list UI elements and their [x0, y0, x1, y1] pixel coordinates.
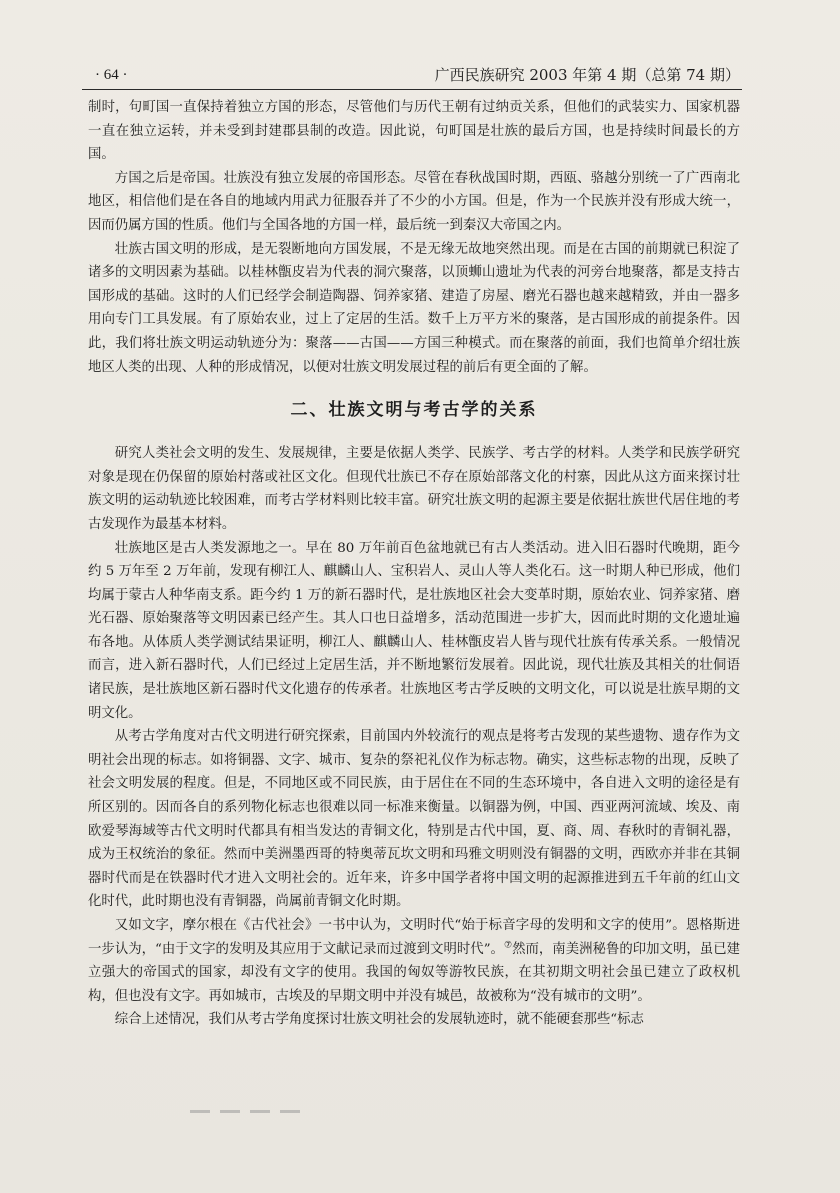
- running-header: [85, 64, 740, 86]
- article-body: [88, 96, 740, 1032]
- scan-footer-marks: [190, 1110, 310, 1113]
- journal-issue-title: 广西民族研究 2003 年第 4 期（总第 74 期）: [434, 66, 740, 84]
- page-number: · 64 ·: [95, 67, 128, 83]
- paragraph-continued: 制时，句町国一直保持着独立方国的形态，尽管他们与历代王朝有过纳贡关系，但他们的武装实力、国家机器一直在独立运转，并未受到封建郡县制的改造。因此说，句町国是壮族的最后方国，也是持续时间最长的方国。: [88, 100, 740, 163]
- footnote-marker: ⑦: [503, 940, 513, 951]
- paragraph-writing-text-a: 又如文字，摩尔根在《古代社会》一书中认为，文明时代“始于标音字母的发明和文字的使用”。恩格斯进一步认为，“由于文字的发明及其应用于文献记录而过渡到文明时代”。: [88, 918, 740, 957]
- paragraph-research-basis: 研究人类社会文明的发生、发展规律，主要是依据人类学、民族学、考古学的材料。人类学和民族学研究对象是现在仍保留的原始村落或社区文化。但现代壮族已不存在原始部落文化的村寨，因此从这方面来探讨壮族文明的运动轨迹比较困难，而考古学材料则比较丰富。研究壮族文明的起源主要是依据壮族世代居住地的考古发现作为最基本材料。: [88, 446, 740, 532]
- header-rule: [82, 89, 742, 90]
- paragraph-empire: 方国之后是帝国。壮族没有独立发展的帝国形态。尽管在春秋战国时期，西瓯、骆越分别统一了广西南北地区，相信他们是在各自的地域内用武力征服吞并了不少的小方国。但是，作为一个民族并没有形成大统一，因而仍属方国的性质。他们与全国各地的方国一样，最后统一到秦汉大帝国之内。: [88, 170, 740, 233]
- paragraph-ancient-humans: 壮族地区是古人类发源地之一。早在 80 万年前百色盆地就已有古人类活动。进入旧石器时代晚期，距今约 5 万年至 2 万年前，发现有柳江人、麒麟山人、宝积岩人、灵山人等人类化石。这一时期人种已形成，他们均属于蒙古人种华南支系。距今约 1 万的新石器时代，是壮族地区社会大变革时期，原始农业、饲养家猪、磨光石器、原始聚落等文明因素已经产生。其人口也日益增多，活动范围进一步扩大，因而此时期的文化遗址遍布各地。从体质人类学测试结果证明，柳江人、麒麟山人、桂林甑皮岩人皆与现代壮族有传承关系。一般情况而言，进入新石器时代，人们已经过上定居生活，并不断地繁衍发展着。因此说，现代壮族及其相关的壮侗语诸民族，是壮族地区新石器时代文化遗存的传承者。壮族地区考古学反映的文明文化，可以说是壮族早期的文明文化。: [88, 540, 740, 721]
- paragraph-writing-and-cities: [88, 914, 740, 1008]
- paragraph-writing-text-b: 然而，南美洲秘鲁的印加文明，虽已建立强大的帝国式的国家，却没有文字的使用。我国的匈奴等游牧民族，在其初期文明社会虽已建立了政权机构，但也没有文字。再如城市，古埃及的早期文明中并没有城邑，故被称为“没有城市的文明”。: [88, 941, 740, 1004]
- paragraph-ancient-state-formation: 壮族古国文明的形成，是无裂断地向方国发展，不是无缘无故地突然出现。而是在古国的前期就已积淀了诸多的文明因素为基础。以桂林甑皮岩为代表的洞穴聚落，以顶蛳山遗址为代表的河旁台地聚落，都是支持古国形成的基础。这时的人们已经学会制造陶器、饲养家猪、建造了房屋、磨光石器也越来越精致，并由一器多用向专门工具发展。有了原始农业，过上了定居的生活。数千上万平方米的聚落，是古国形成的前提条件。因此，我们将壮族文明运动轨迹分为：聚落——古国——方国三种模式。而在聚落的前面，我们也简单介绍壮族地区人类的出现、人种的形成情况，以便对壮族文明发展过程的前后有更全面的了解。: [88, 241, 740, 375]
- paragraph-summary: 综合上述情况，我们从考古学角度探讨壮族文明社会的发展轨迹时，就不能硬套那些“标志: [114, 1012, 644, 1028]
- section-heading: 二、壮族文明与考古学的关系: [290, 400, 538, 421]
- paragraph-archaeology-markers: 从考古学角度对古代文明进行研究探索，目前国内外较流行的观点是将考古发现的某些遗物、遗存作为文明社会出现的标志。如将铜器、文字、城市、复杂的祭祀礼仪作为标志物。确实，这些标志物的出现，反映了社会文明发展的程度。但是，不同地区或不同民族，由于居住在不同的生态环境中，各自进入文明的途径是有所区别的。因而各自的系列物化标志也很难以同一标准来衡量。以铜器为例，中国、西亚两河流域、埃及、南欧爱琴海域等古代文明时代都具有相当发达的青铜文化，特别是古代中国，夏、商、周、春秋时的青铜礼器，成为王权统治的象征。然而中美洲墨西哥的特奥蒂瓦坎文明和玛雅文明则没有铜器的文明，西欧亦并非在其铜器时代而是在铁器时代才进入文明社会的。近年来，许多中国学者将中国文明的起源推进到五千年前的红山文化时代，此时期也没有青铜器，尚属前青铜文化时期。: [88, 729, 740, 910]
